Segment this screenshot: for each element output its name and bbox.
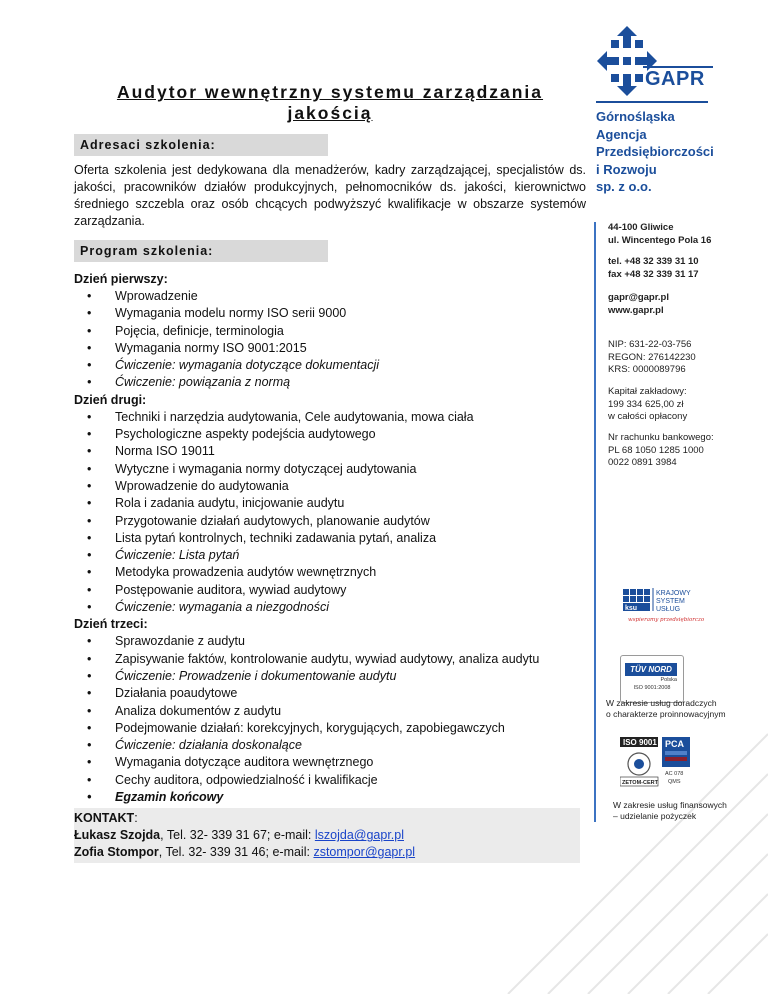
contact-person-1-email-link[interactable]: lszojda@gapr.pl — [314, 828, 404, 843]
address-line: ul. Wincentego Pola 16 — [608, 234, 712, 246]
org-line: Przedsiębiorczości — [596, 144, 714, 159]
contact-box — [74, 808, 580, 863]
program-item: • Podejmowanie działań: korekcyjnych, korygujących, zapobiegawczych — [74, 720, 586, 737]
contact-person-1-details: , Tel. 32- 339 31 67; e-mail: — [160, 828, 315, 843]
main-content — [74, 82, 586, 863]
ksu-tagline: wspieramy przedsiębiorczość — [628, 617, 704, 623]
capital-line: 199 334 625,00 zł — [608, 398, 684, 410]
iso-pca-icon — [620, 737, 692, 789]
program-item: • Metodyka prowadzenia audytów wewnętrznych — [74, 564, 586, 581]
contact-heading: KONTAKT — [74, 811, 135, 826]
adresaci-text: Oferta szkolenia jest dedykowana dla menadżerów, kadry zarządzającej, specjalistów ds. jakości, pracowników działów produkcyjnych, pełnomocników ds. jakości, kierownictwo średniego szczebla oraz osób chcących podwyższyć kwalifikacje w obszarze systemów zarządzania. — [74, 163, 586, 228]
logo-text: GAPR — [645, 68, 705, 90]
program-item: • Ćwiczenie: powiązania z normą — [74, 374, 586, 391]
program-item: • Wymagania dotyczące auditora wewnętrznego — [74, 754, 586, 771]
iso-caption-line: W zakresie usług finansowych — [613, 800, 727, 810]
program-item: • Sprawozdanie z audytu — [74, 633, 586, 650]
capital-line: w całości opłacony — [608, 411, 688, 422]
iso-title: ISO 9001 — [623, 738, 657, 747]
pca-qms: QMS — [668, 779, 681, 785]
ksu-line: SYSTEM — [656, 598, 685, 605]
bank-block — [608, 432, 714, 470]
program-item: • Cechy auditora, odpowiedzialność i kwalifikacje — [74, 772, 586, 789]
fax-line: fax +48 32 339 31 17 — [608, 268, 699, 280]
contact-person-2-details: , Tel. 32- 339 31 46; e-mail: — [158, 845, 314, 860]
ksu-line: KRAJOWY — [656, 590, 691, 597]
program-day-items — [74, 409, 586, 617]
pca-label: PCA — [665, 739, 685, 749]
program-item: • Ćwiczenie: wymagania a niezgodności — [74, 599, 586, 616]
bank-line: 0022 0891 3984 — [608, 457, 677, 468]
program-item: • Wytyczne i wymagania normy dotyczącej audytowania — [74, 461, 586, 478]
phone-line: tel. +48 32 339 31 10 — [608, 256, 699, 267]
org-line: Agencja — [596, 126, 647, 142]
contact-person-1 — [74, 827, 580, 844]
adresaci-heading: Adresaci szkolenia: — [74, 134, 328, 156]
contact-person-2-email-link[interactable]: zstompor@gapr.pl — [313, 845, 416, 860]
reg-line: REGON: 276142230 — [608, 351, 696, 363]
web-block — [608, 292, 669, 317]
pca-ac: AC 078 — [665, 771, 684, 777]
program-item: • Rola i zadania audytu, inicjowanie audytu — [74, 495, 586, 512]
program-item: • Wymagania modelu normy ISO serii 9000 — [74, 305, 586, 322]
program-list — [74, 271, 586, 806]
program-day-label: Dzień trzeci: — [74, 617, 148, 632]
program-item: • Techniki i narzędzia audytowania, Cele audytowania, mowa ciała — [74, 409, 586, 426]
program-item: • Ćwiczenie: Prowadzenie i dokumentowanie audytu — [74, 668, 586, 685]
program-item: • Norma ISO 19011 — [74, 443, 586, 460]
program-item: • Wymagania normy ISO 9001:2015 — [74, 340, 586, 357]
tuv-cert: ISO 9001:2008 — [633, 685, 671, 691]
program-day-label: Dzień pierwszy: — [74, 272, 168, 286]
ksu-logo — [620, 586, 704, 626]
organization-name — [596, 108, 714, 196]
program-item: • Ćwiczenie: wymagania dotyczące dokumentacji — [74, 357, 586, 374]
address-block — [608, 222, 711, 247]
tuv-caption — [606, 698, 726, 720]
program-item: • Egzamin końcowy — [74, 789, 586, 806]
program-item: • Pojęcia, definicje, terminologia — [74, 323, 586, 340]
email-line[interactable]: gapr@gapr.pl — [608, 292, 669, 303]
program-item: • Analiza dokumentów z audytu — [74, 703, 586, 720]
program-item: • Działania poaudytowe — [74, 685, 586, 702]
program-item: • Przygotowanie działań audytowych, planowanie audytów — [74, 513, 586, 530]
program-item: • Ćwiczenie: działania doskonalące — [74, 737, 586, 754]
program-item: • Zapisywanie faktów, kontrolowanie audytu, wywiad audytowy, analiza audytu — [74, 651, 586, 668]
org-line: i Rozwoju — [596, 161, 657, 177]
program-item: • Postępowanie auditora, wywiad audytowy — [74, 582, 586, 599]
program-day-items — [74, 288, 586, 392]
logo-underline — [596, 101, 708, 103]
phone-block — [608, 256, 699, 281]
iso-caption-line: – udzielanie pożyczek — [613, 811, 697, 821]
reg-line: NIP: 631-22-03-756 — [608, 339, 692, 350]
iso-9001-logo — [620, 737, 692, 789]
program-day-label: Dzień drugi: — [74, 392, 147, 407]
program-item: • Psychologiczne aspekty podejścia audytowego — [74, 426, 586, 443]
tuv-caption-line: o charakterze proinnowacyjnym — [606, 709, 726, 719]
tuv-nord-logo — [620, 655, 684, 703]
sidebar-divider — [594, 222, 596, 822]
tuv-sub: Polska — [660, 677, 677, 683]
program-item: • Lista pytań kontrolnych, techniki zadawania pytań, analiza — [74, 530, 586, 547]
address-line: 44-100 Gliwice — [608, 222, 674, 233]
contact-person-1-name: Łukasz Szojda — [74, 828, 161, 843]
page-title: Audytor wewnętrzny systemu zarządzania jakością — [116, 82, 544, 123]
ksu-line: USŁUG — [656, 606, 681, 613]
program-item: • Ćwiczenie: Lista pytań — [74, 547, 586, 564]
contact-person-2-name: Zofia Stompor — [74, 845, 159, 860]
bank-line: Nr rachunku bankowego: — [608, 432, 714, 443]
bank-line: PL 68 1050 1285 1000 — [608, 444, 704, 456]
tuv-caption-line: W zakresie usług doradczych — [606, 698, 717, 708]
org-line: Górnośląska — [596, 109, 675, 124]
program-item: • Wprowadzenie do audytowania — [74, 478, 586, 495]
reg-line: KRS: 0000089796 — [608, 364, 686, 375]
capital-line: Kapitał zakładowy: — [608, 386, 687, 397]
contact-colon: : — [134, 811, 138, 826]
website-line[interactable]: www.gapr.pl — [608, 304, 664, 316]
capital-block — [608, 386, 687, 424]
org-line: sp. z o.o. — [596, 179, 652, 194]
program-heading: Program szkolenia: — [74, 240, 328, 262]
iso-body: ZETOM-CERT — [622, 780, 658, 786]
contact-person-2 — [74, 844, 580, 861]
iso-caption — [613, 800, 727, 822]
tuv-name: TÜV NORD — [625, 663, 677, 676]
ksu-logo-icon — [620, 586, 704, 626]
registration-block — [608, 339, 696, 377]
program-item: • Wprowadzenie — [74, 288, 586, 305]
ksu-abbr: ksu — [625, 605, 638, 612]
program-day-items — [74, 633, 586, 806]
